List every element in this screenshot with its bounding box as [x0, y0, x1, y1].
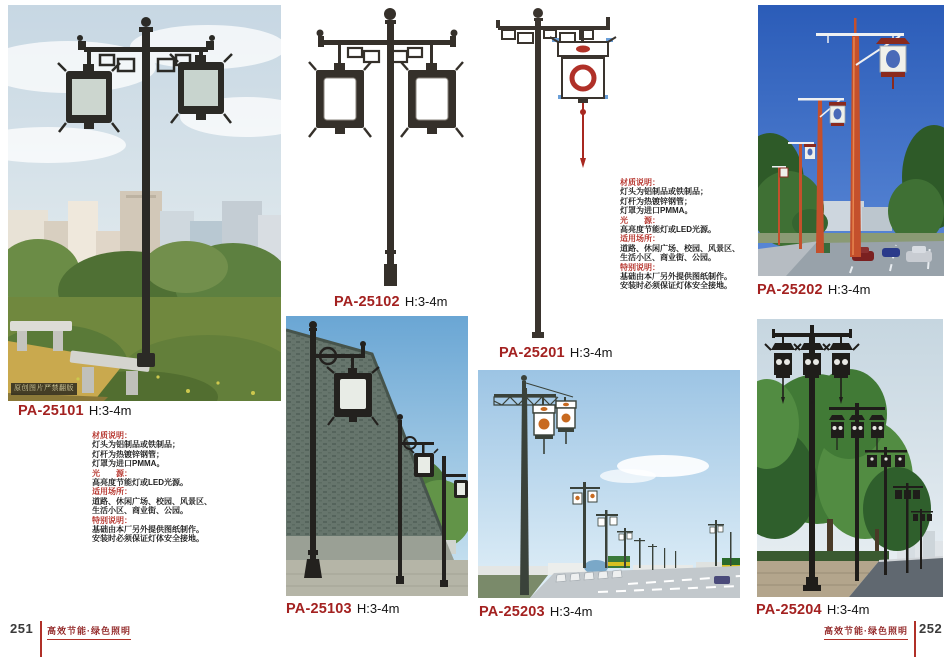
- spec-line: 生活小区、商业街、公园。: [620, 253, 716, 263]
- spec-line: 道路、休闲广场、校园、风景区、: [92, 496, 212, 506]
- cloud-small: [600, 469, 656, 483]
- height-spec: H:3-4m: [827, 282, 871, 297]
- model-number: PA-25101: [18, 403, 84, 419]
- model-number: PA-25201: [499, 345, 565, 361]
- spec-heading: 材质说明：: [92, 431, 132, 440]
- spec-heading: 适用场所：: [620, 234, 660, 244]
- spec-line: 灯罩为进口PMMA。: [92, 459, 165, 469]
- left-lantern: [309, 62, 371, 137]
- pa-25201-lamp-illustration: [478, 0, 628, 345]
- spec-line: 基础由本厂另外提供图纸制作。: [620, 272, 732, 282]
- model-number: PA-25103: [286, 601, 352, 617]
- model-number: PA-25202: [757, 282, 823, 298]
- drum-lantern: [550, 37, 616, 168]
- page-number-right: 252: [919, 621, 943, 636]
- pa-25203-scene-illustration: [478, 370, 740, 598]
- height-spec: H:3-4m: [404, 294, 448, 309]
- photo-pa-25102: [302, 0, 467, 290]
- label-pa-25101: [18, 402, 131, 420]
- model-number: PA-25204: [756, 602, 822, 618]
- left-lantern: [58, 63, 120, 132]
- height-spec: H:3-4m: [356, 601, 400, 616]
- footer-divider: [40, 621, 42, 657]
- spec-line: 灯杆为热镀锌钢管；: [92, 449, 164, 459]
- spec-line: 生活小区、商业街、公园。: [92, 506, 188, 516]
- spec-heading: 材质说明：: [620, 178, 660, 187]
- pa-25101-scene-illustration: [8, 5, 281, 401]
- height-spec: H:3-4m: [88, 403, 132, 418]
- pa-25202-scene-illustration: [758, 5, 944, 276]
- model-number: PA-25203: [479, 604, 545, 620]
- spec-line: 安装时必须保证灯体安全接地。: [92, 534, 204, 544]
- label-pa-25201: [499, 344, 612, 362]
- label-pa-25204: [756, 601, 869, 619]
- photo-pa-25202: [758, 5, 944, 276]
- hedge: [757, 551, 889, 561]
- photo-pa-25203: [478, 370, 740, 598]
- photo-pa-25201: [478, 0, 628, 345]
- spec-heading: 适用场所：: [92, 487, 132, 497]
- spec-line: 灯杆为热镀锌钢管；: [620, 196, 692, 206]
- spec-line: 灯头为铝制品或铁制品；: [620, 187, 708, 197]
- copyright-watermark: 原创图片严禁翻版: [11, 383, 77, 395]
- photo-pa-25103: [286, 316, 468, 596]
- spec-line: 灯罩为进口PMMA。: [620, 206, 693, 216]
- photo-pa-25204: [757, 319, 943, 597]
- spec-heading: 光 源：: [92, 468, 132, 478]
- spec-block-right: [620, 178, 770, 291]
- pa-25103-scene-illustration: [286, 316, 468, 596]
- spec-line: 基础由本厂另外提供图纸制作。: [92, 525, 204, 535]
- spec-line: 安装时必须保证灯体安全接地。: [620, 281, 732, 291]
- pa-25102-lamp-illustration: [302, 0, 467, 290]
- footer-divider: [914, 621, 916, 657]
- spec-line: 高亮度节能灯或LED光源。: [92, 478, 188, 488]
- vehicle: [714, 576, 730, 584]
- spec-line: 道路、休闲广场、校园、风景区、: [620, 243, 740, 253]
- height-spec: H:3-4m: [826, 602, 870, 617]
- label-pa-25203: [479, 603, 592, 621]
- height-spec: H:3-4m: [569, 345, 613, 360]
- page-number-left: 251: [10, 621, 34, 636]
- model-number: PA-25102: [334, 294, 400, 310]
- spec-line: 灯头为铝制品或铁制品；: [92, 440, 180, 450]
- spec-heading: 特别说明：: [620, 262, 660, 272]
- spec-heading: 特别说明：: [92, 515, 132, 525]
- height-spec: H:3-4m: [549, 604, 593, 619]
- label-pa-25202: [757, 281, 870, 299]
- right-lantern: [170, 54, 232, 123]
- footer-slogan-right: 高效节能·绿色照明: [824, 624, 908, 640]
- photo-pa-25101: [8, 5, 281, 401]
- label-pa-25102: [334, 293, 447, 311]
- label-pa-25103: [286, 600, 399, 618]
- pa-25204-scene-illustration: [757, 319, 943, 597]
- right-lantern: [401, 62, 463, 137]
- footer-slogan-left: 高效节能·绿色照明: [47, 624, 131, 640]
- spec-line: 高亮度节能灯或LED光源。: [620, 225, 716, 235]
- spec-heading: 光 源：: [620, 215, 660, 225]
- spec-block-left: [92, 431, 242, 544]
